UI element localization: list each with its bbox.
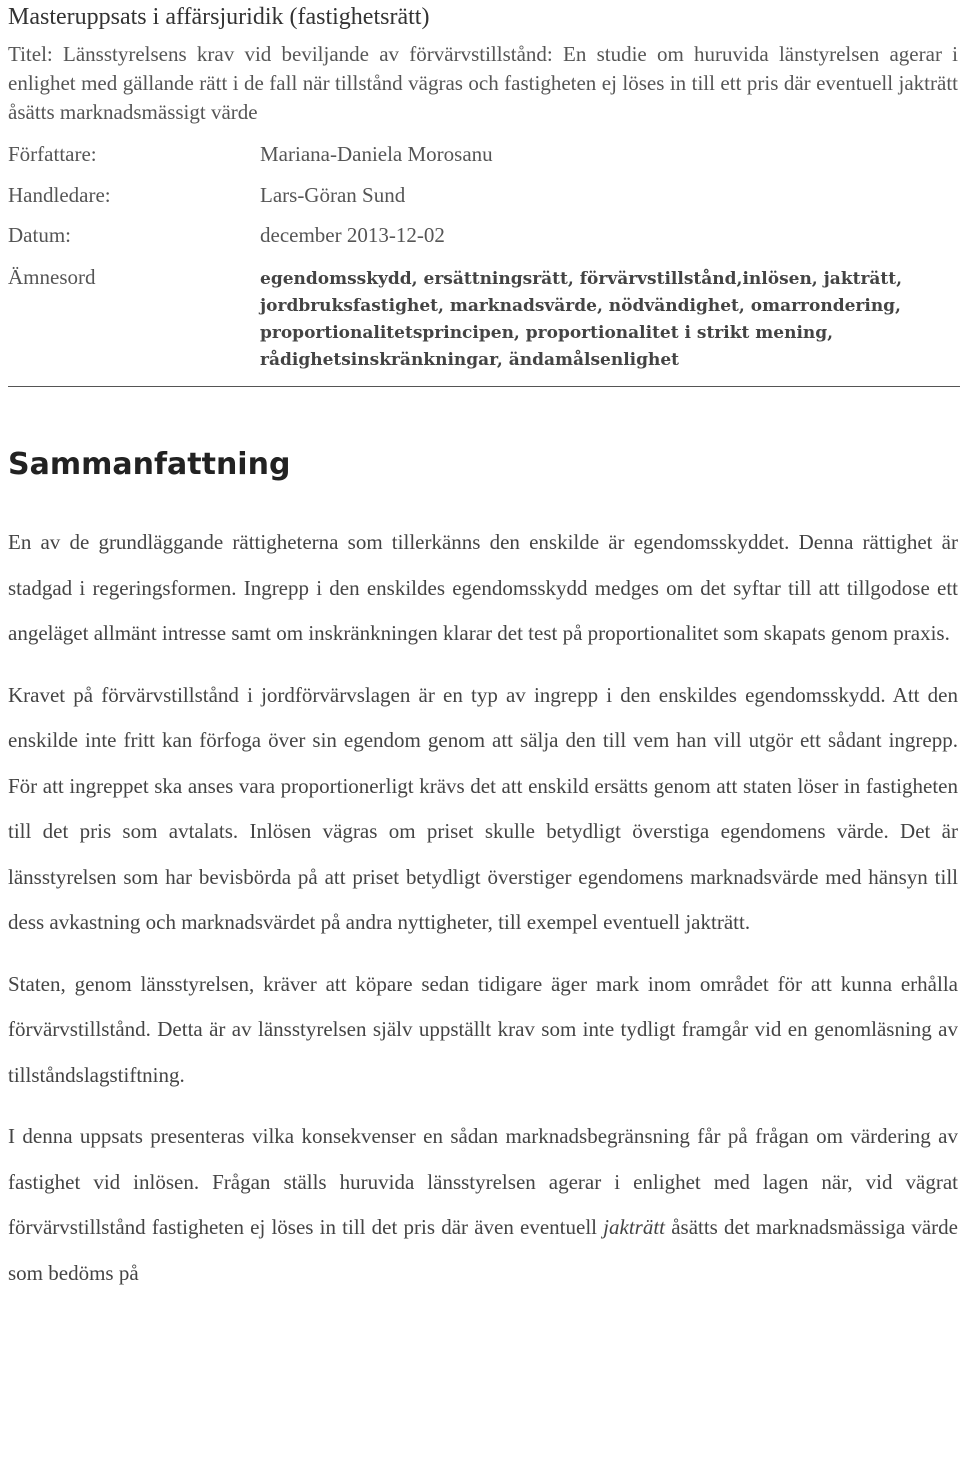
supervisor-value: Lars-Göran Sund bbox=[260, 183, 406, 207]
supervisor-row bbox=[8, 182, 958, 208]
document-header: Masteruppsats i affärsjuridik (fastighetsrätt) bbox=[8, 4, 430, 30]
document-page bbox=[8, 0, 958, 1296]
summary-paragraph-3: Staten, genom länsstyrelsen, kräver att köpare sedan tidigare äger mark inom området för att kunna erhålla förvärvstillstånd. Detta är av länsstyrelsen själv uppställt krav som inte tydligt framgår vid en genomläsning av tillståndslagstiftning. bbox=[8, 971, 958, 1087]
summary-paragraph-2: Kravet på förvärvstillstånd i jordförvärvslagen är en typ av ingrepp i den enskildes egendomsskydd. Att den enskilde inte fritt kan förfoga över sin egendom genom att sälja den till vem han vill utgör ett sådant ingrepp. För att ingreppet ska anses vara proportionerligt krävs det att enskild ersätts genom att staten löser in fastigheten till det pris som avtalats. Inlösen vägras om priset skulle betydligt överstiga egendomens värde. Det är länsstyrelsen som har bevisbörda på att priset betydligt överstiger egendomens marknadsvärde med hänsyn till dess avkastning och marknadsvärdet på andra nyttigheter, till exempel eventuell jakträtt. bbox=[8, 682, 958, 934]
keywords-value: egendomsskydd, ersättningsrätt, förvärvstillstånd,inlösen, jakträtt, jordbruksfastighet, marknadsvärde, nödvändighet, omarrondering, proportionalitetsprincipen, proportionalitet i strikt mening, rådighetsinskränkningar, ändamålsenlighet bbox=[260, 269, 903, 370]
summary-paragraph-4 bbox=[8, 1114, 958, 1296]
summary-paragraph-1: En av de grundläggande rättigheterna som tillerkänns den enskilde är egendomsskyddet. Denna rättighet är stadgad i regeringsformen. Ingrepp i den enskildes egendomsskydd medges om det syftar till att tillgodose ett angeläget allmänt intresse samt om inskränkningen klarar det test på proportionalitet som skapats genom praxis. bbox=[8, 530, 958, 645]
author-value: Mariana-Daniela Morosanu bbox=[260, 142, 493, 166]
date-label: Datum: bbox=[8, 223, 71, 247]
keywords-label: Ämnesord bbox=[8, 265, 96, 289]
keywords-row bbox=[8, 264, 958, 374]
summary-heading: Sammanfattning bbox=[8, 447, 291, 482]
title-label: Titel: bbox=[8, 42, 53, 66]
date-value: december 2013-12-02 bbox=[260, 223, 445, 247]
paragraph-4-text-start: I denna uppsats presenteras vilka konsekvenser en sådan marknadsbegränsning får på frågan om värdering av fastighet vid inlösen. Frågan ställs huruvida länsstyrelsen agerar i enlighet med lagen när, vid vägrat förvärvstillstånd fastigheten ej löses in till det pris där även eventuell bbox=[8, 1124, 958, 1239]
title-text: Länsstyrelsens krav vid beviljande av förvärvstillstånd: En studie om huruvida länstyrelsen agerar i enlighet med gällande rätt i de fall när tillstånd vägras och fastigheten ej löses in till ett pris där eventuell jakträtt åsätts marknadsmässigt värde bbox=[8, 42, 959, 124]
author-row bbox=[8, 141, 958, 167]
author-label: Författare: bbox=[8, 142, 97, 166]
section-divider bbox=[8, 386, 960, 387]
supervisor-label: Handledare: bbox=[8, 183, 111, 207]
date-row bbox=[8, 222, 958, 248]
thesis-title bbox=[8, 40, 958, 127]
paragraph-4-emphasis: jakträtt bbox=[603, 1215, 666, 1239]
paragraph-4-text-end: åsätts det marknadsmässiga värde som bedöms på bbox=[8, 1215, 958, 1285]
